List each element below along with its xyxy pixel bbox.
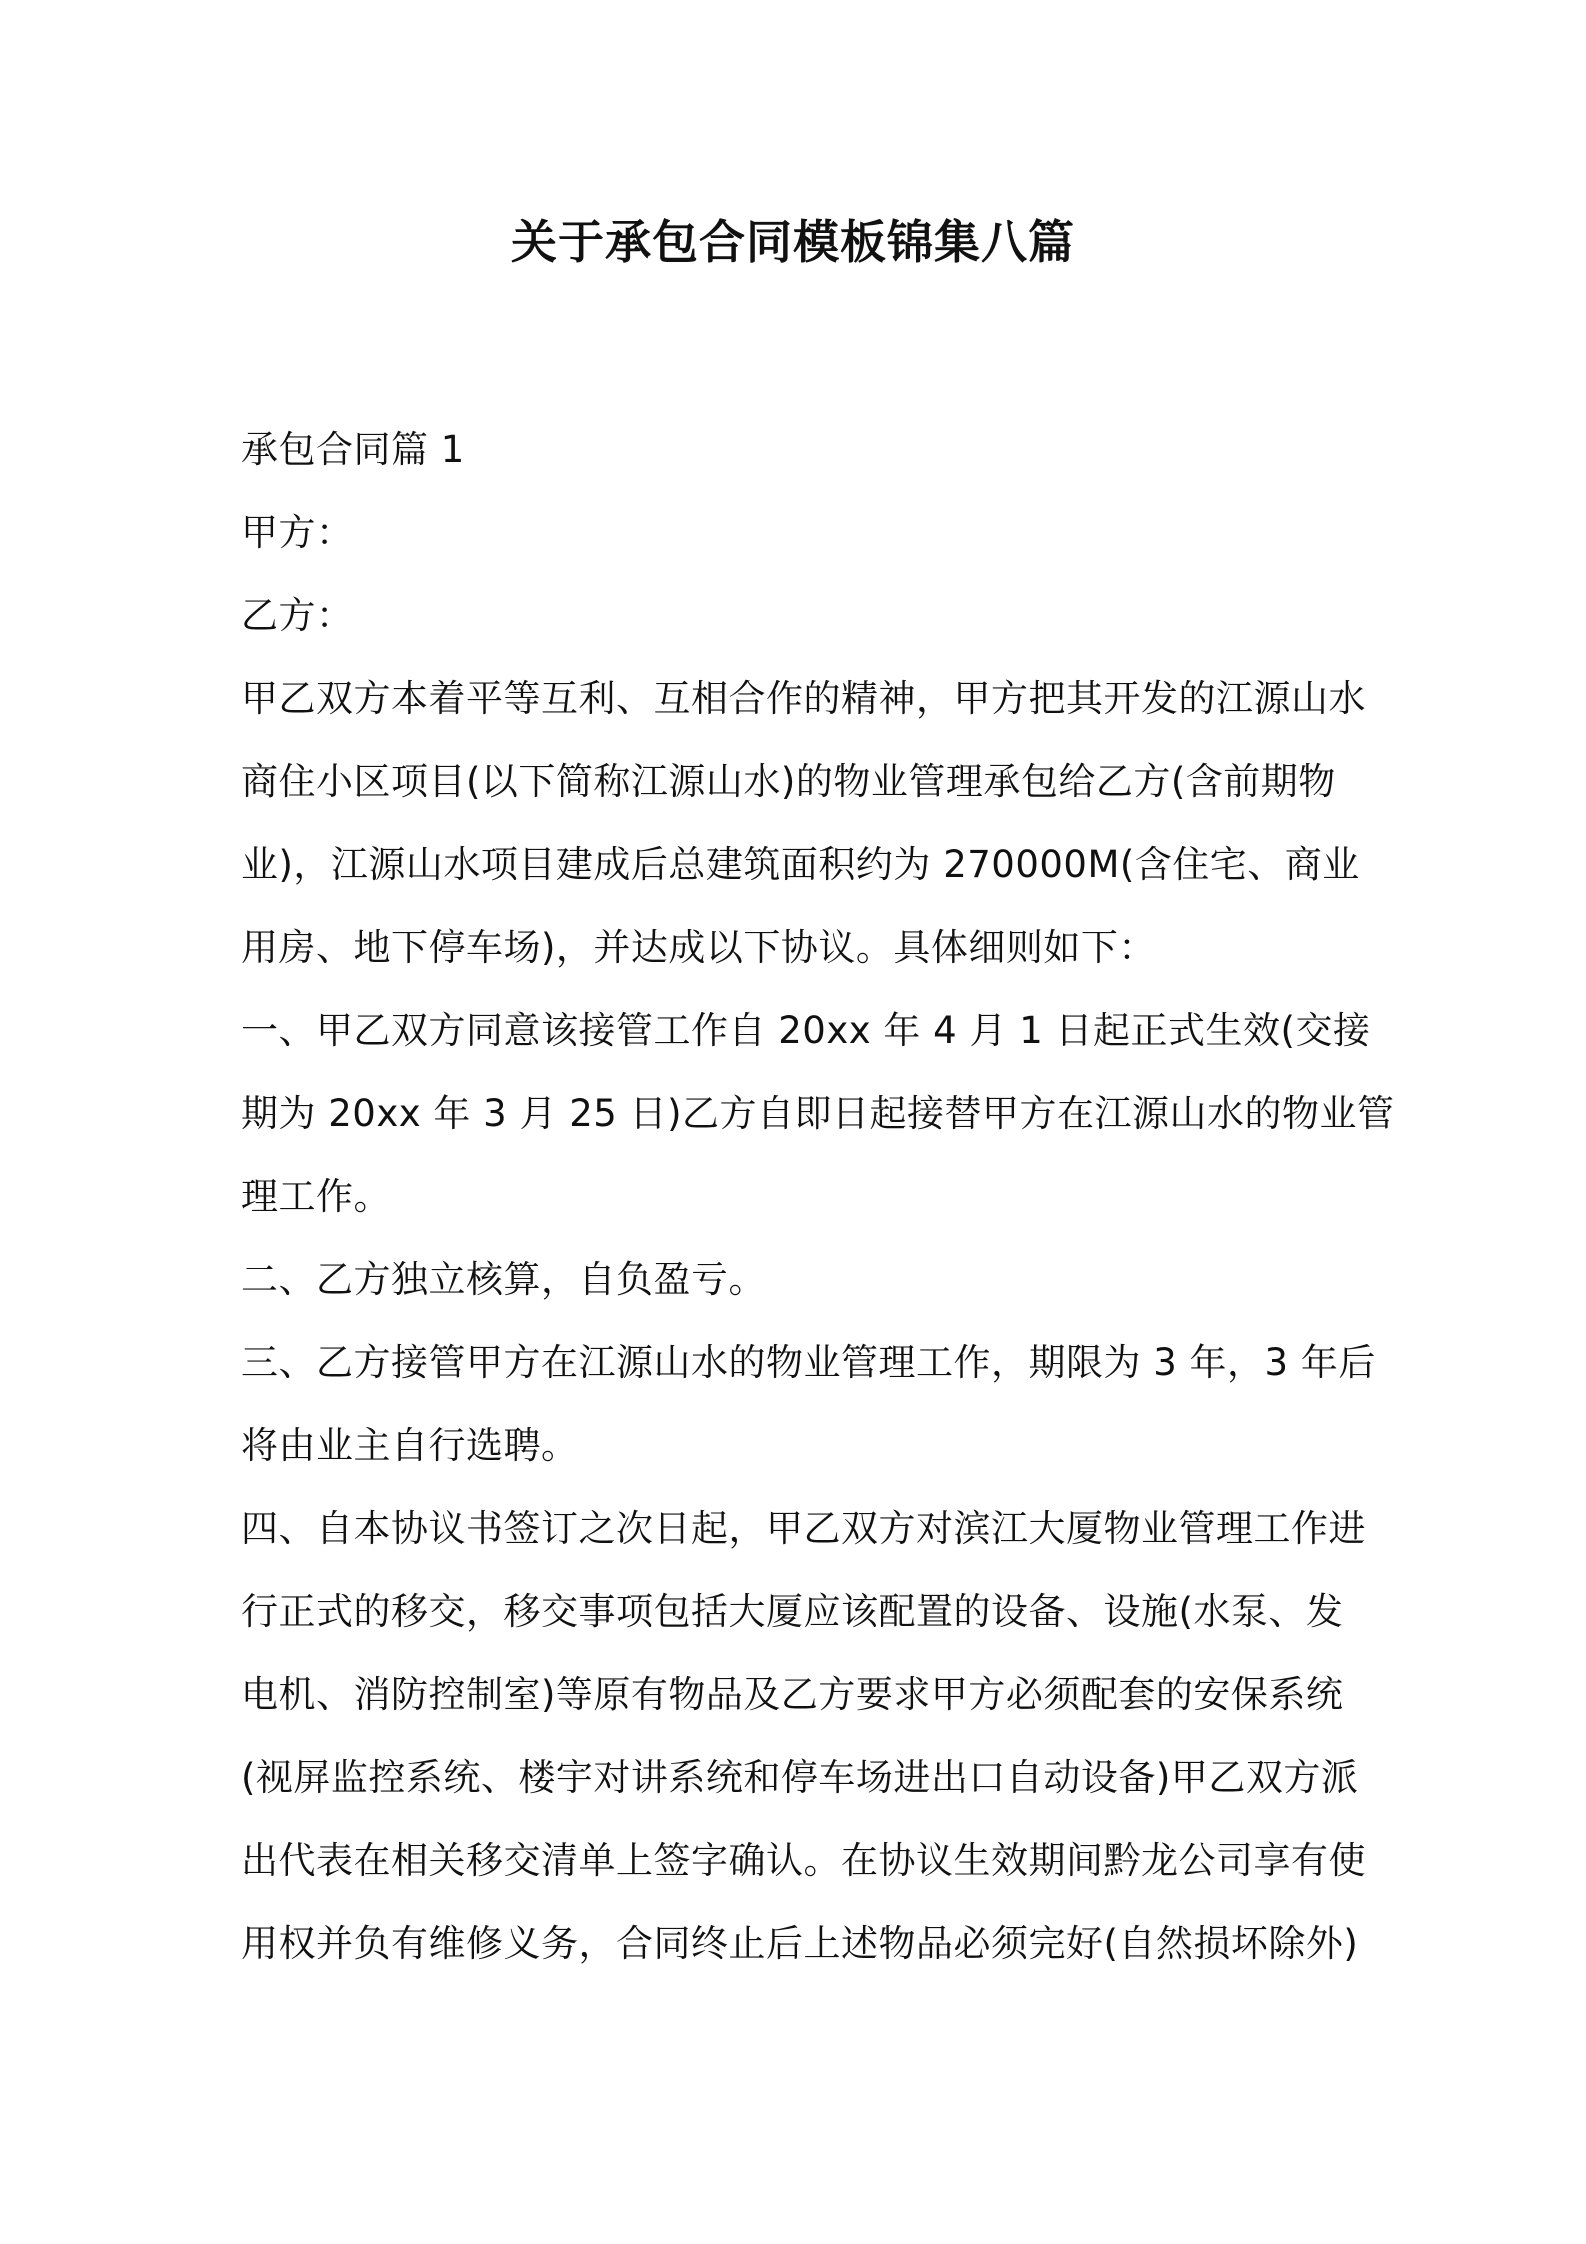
text-line: 四、自本协议书签订之次日起，甲乙双方对滨江大厦物业管理工作进 <box>241 1507 1366 1550</box>
text-line: 三、乙方接管甲方在江源山水的物业管理工作，期限为 3 年，3 年后 <box>241 1341 1376 1384</box>
text-line: 用权并负有维修义务，合同终止后上述物品必须完好(自然损坏除外) <box>241 1922 1359 1965</box>
text-line: 用房、地下停车场)，并达成以下协议。具体细则如下： <box>241 926 1156 969</box>
text-line: 出代表在相关移交清单上签字确认。在协议生效期间黔龙公司享有使 <box>241 1839 1366 1882</box>
text-line: 电机、消防控制室)等原有物品及乙方要求甲方必须配套的安保系统 <box>241 1673 1344 1716</box>
text-line: 期为 20xx 年 3 月 25 日)乙方自即日起接替甲方在江源山水的物业管 <box>241 1092 1395 1135</box>
text-line: 二、乙方独立核算，自负盈亏。 <box>241 1258 766 1301</box>
text-line: 行正式的移交，移交事项包括大厦应该配置的设备、设施(水泵、发 <box>241 1590 1344 1633</box>
party-a-line: 甲方： <box>241 511 354 554</box>
party-b-line: 乙方： <box>241 594 354 637</box>
section-heading: 承包合同篇 1 <box>241 428 465 471</box>
text-line: 甲乙双方本着平等互利、互相合作的精神，甲方把其开发的江源山水 <box>241 677 1366 720</box>
text-line: 商住小区项目(以下简称江源山水)的物业管理承包给乙方(含前期物 <box>241 760 1336 803</box>
text-line: (视屏监控系统、楼宇对讲系统和停车场进出口自动设备)甲乙双方派 <box>241 1756 1359 1799</box>
document-body <box>241 408 1395 1985</box>
text-line: 将由业主自行选聘。 <box>241 1424 579 1467</box>
text-line: 一、甲乙双方同意该接管工作自 20xx 年 4 月 1 日起正式生效(交接 <box>241 1009 1371 1052</box>
text-line: 理工作。 <box>241 1175 391 1218</box>
document-title: 关于承包合同模板锦集八篇 <box>511 215 1075 269</box>
text-line: 业)，江源山水项目建成后总建筑面积约为 270000M(含住宅、商业 <box>241 843 1360 886</box>
